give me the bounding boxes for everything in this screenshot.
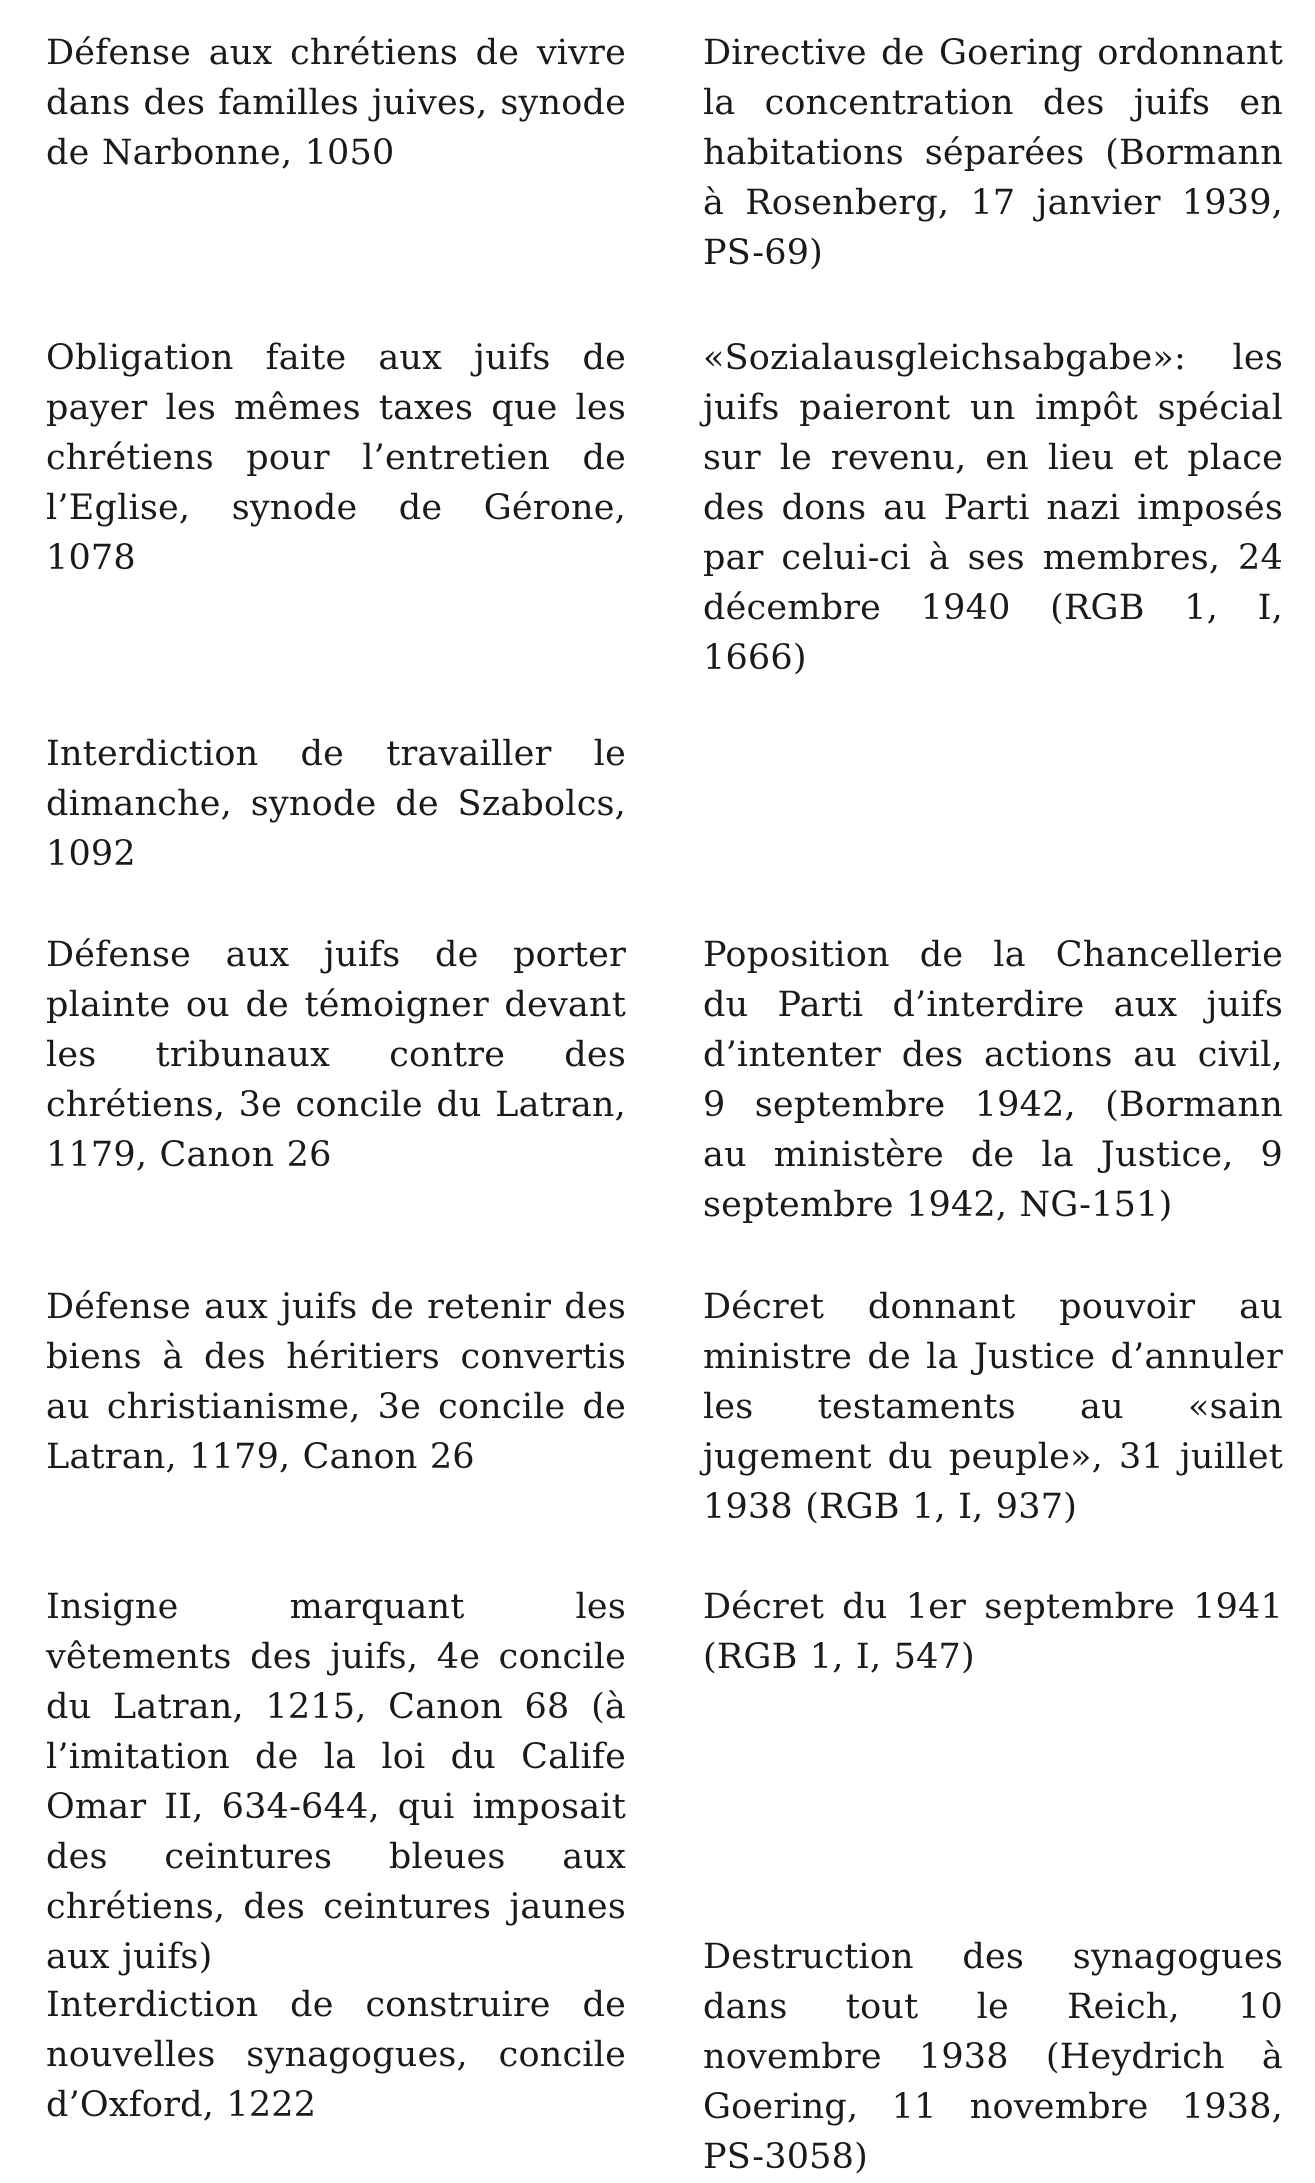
canonical-measure: Défense aux juifs de porter plainte ou de témoigner devant les tribunaux contre des chrétiens, 3e concile du Latran, 1179, Canon 26 bbox=[46, 935, 626, 1175]
nazi-measure: Poposition de la Chancellerie du Parti d’interdire aux juifs d’intenter des actions au civil, 9 septembre 1942, (Bormann au ministère de la Justice, 9 septembre 1942, NG-151) bbox=[703, 935, 1283, 1225]
canonical-measure: Insigne marquant les vêtements des juifs, 4e concile du Latran, 1215, Canon 68 (à l’imitation de la loi du Calife Omar II, 634-644, qui imposait des ceintures bleues aux chrétiens, des ceintures jaunes aux juifs) bbox=[46, 1587, 626, 1977]
canonical-measure: Interdiction de construire de nouvelles synagogues, concile d’Oxford, 1222 bbox=[46, 1985, 626, 2125]
canonical-measure: Défense aux chrétiens de vivre dans des familles juives, synode de Narbonne, 1050 bbox=[46, 33, 626, 173]
canonical-measure: Interdiction de travailler le dimanche, synode de Szabolcs, 1092 bbox=[46, 734, 626, 874]
canonical-measure: Défense aux juifs de retenir des biens à des héritiers convertis au christianisme, 3e concile de Latran, 1179, Canon 26 bbox=[46, 1287, 626, 1477]
nazi-measure: «Sozialausgleichsabgabe»: les juifs paieront un impôt spécial sur le revenu, en lieu et place des dons au Parti nazi imposés par celui-ci à ses membres, 24 décembre 1940 (RGB 1, I, 1666) bbox=[703, 338, 1283, 678]
nazi-measure: Directive de Goering ordonnant la concentration des juifs en habitations séparées (Bormann à Rosenberg, 17 janvier 1939, PS-69) bbox=[703, 33, 1283, 273]
nazi-measure: Destruction des synagogues dans tout le Reich, 10 novembre 1938 (Heydrich à Goering, 11 novembre 1938, PS-3058) bbox=[703, 1937, 1283, 2177]
nazi-measure: Décret donnant pouvoir au ministre de la Justice d’annuler les testaments au «sain jugement du peuple», 31 juillet 1938 (RGB 1, I, 937) bbox=[703, 1287, 1283, 1527]
nazi-measure: Décret du 1er septembre 1941 (RGB 1, I, 547) bbox=[703, 1587, 1283, 1677]
canonical-measure: Obligation faite aux juifs de payer les mêmes taxes que les chrétiens pour l’entretien de l’Eglise, synode de Gérone, 1078 bbox=[46, 338, 626, 578]
